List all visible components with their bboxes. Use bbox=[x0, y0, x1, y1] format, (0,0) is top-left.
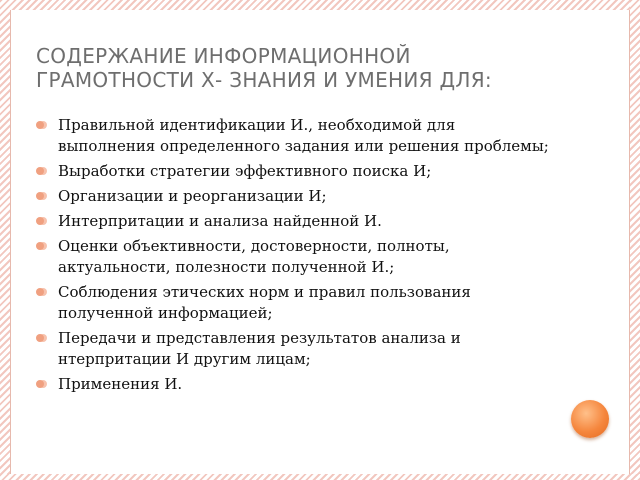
list-item-text: Применения И. bbox=[58, 375, 183, 393]
bullet-list bbox=[36, 115, 556, 399]
list-item bbox=[36, 282, 556, 324]
decorative-border-right bbox=[630, 0, 640, 480]
orange-circle-icon bbox=[571, 400, 609, 438]
list-item-text: Выработки стратегии эффективного поиска И; bbox=[58, 162, 432, 180]
list-item-text: Передачи и представления результатов анализа и нтерпритации И другим лицам; bbox=[58, 329, 461, 368]
bullet-icon bbox=[36, 217, 44, 225]
bullet-icon bbox=[36, 121, 44, 129]
slide-title bbox=[36, 44, 596, 92]
bullet-icon bbox=[36, 288, 44, 296]
list-item bbox=[36, 236, 556, 278]
list-item-text: Организации и реорганизации И; bbox=[58, 187, 327, 205]
list-item bbox=[36, 115, 556, 157]
bullet-icon bbox=[36, 242, 44, 250]
list-item-text: Оценки объективности, достоверности, полноты, актуальности, полезности полученной И.; bbox=[58, 237, 450, 276]
bullet-icon bbox=[36, 380, 44, 388]
list-item bbox=[36, 328, 556, 370]
list-item bbox=[36, 211, 556, 232]
slide-title-line: СОДЕРЖАНИЕ ИНФОРМАЦИОННОЙ bbox=[36, 44, 411, 68]
list-item bbox=[36, 161, 556, 182]
decorative-border-left bbox=[0, 0, 10, 480]
list-item-text: Правильной идентификации И., необходимой для выполнения определенного задания или решения проблемы; bbox=[58, 116, 549, 155]
list-item bbox=[36, 374, 556, 395]
list-item-text: Интерпритации и анализа найденной И. bbox=[58, 212, 382, 230]
bullet-icon bbox=[36, 167, 44, 175]
list-item-text: Соблюдения этических норм и правил пользования полученной информацией; bbox=[58, 283, 471, 322]
decorative-border-bottom bbox=[0, 474, 640, 480]
slide-title-line: ГРАМОТНОСТИ Х- ЗНАНИЯ И УМЕНИЯ ДЛЯ: bbox=[36, 68, 492, 92]
bullet-icon bbox=[36, 192, 44, 200]
list-item bbox=[36, 186, 556, 207]
decorative-border-top bbox=[0, 0, 640, 10]
bullet-icon bbox=[36, 334, 44, 342]
